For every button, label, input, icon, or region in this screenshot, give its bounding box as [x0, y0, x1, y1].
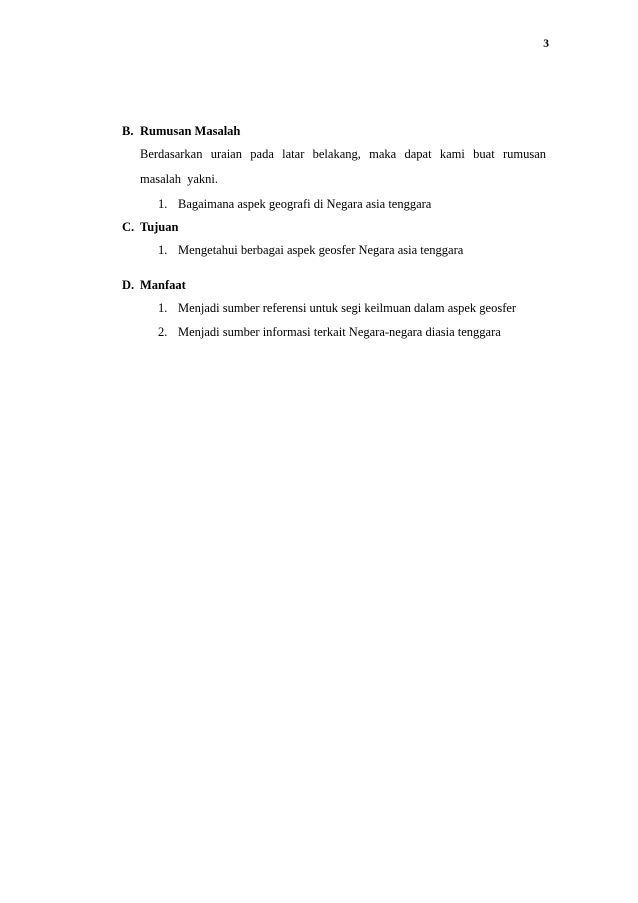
numbered-list: [158, 238, 546, 262]
section-spacer: [122, 262, 546, 274]
numbered-list: [158, 296, 546, 344]
list-item-text: Bagaimana aspek geografi di Negara asia tenggara: [178, 197, 432, 211]
list-item-number: 2.: [158, 325, 168, 339]
section-title: Manfaat: [140, 278, 186, 292]
section-heading: [122, 216, 546, 238]
section-title: Rumusan Masalah: [140, 124, 241, 138]
list-item-text: Mengetahui berbagai aspek geosfer Negara asia tenggara: [178, 243, 464, 257]
list-item: [158, 238, 546, 262]
numbered-list: [158, 192, 546, 216]
list-item: [158, 192, 546, 216]
list-item-text: Menjadi sumber informasi terkait Negara-negara diasia tenggara: [178, 325, 501, 339]
list-item-number: 1.: [158, 243, 168, 257]
section-letter: D.: [122, 278, 135, 292]
list-item-number: 1.: [158, 197, 168, 211]
section-rumusan-masalah: [122, 120, 546, 216]
section-tujuan: [122, 216, 546, 262]
list-item: [158, 320, 546, 344]
section-letter: C.: [122, 220, 135, 234]
section-heading: [122, 120, 546, 142]
section-paragraph: Berdasarkan uraian pada latar belakang, maka dapat kami buat rumusan masalah yakni.: [140, 147, 546, 186]
list-item-text: Menjadi sumber referensi untuk segi keilmuan dalam aspek geosfer: [178, 301, 517, 315]
list-item-number: 1.: [158, 301, 168, 315]
list-item: [158, 296, 546, 320]
page-number: 3: [543, 38, 549, 50]
section-manfaat: [122, 274, 546, 344]
document-body: [122, 120, 546, 344]
section-heading: [122, 274, 546, 296]
section-title: Tujuan: [140, 220, 179, 234]
section-letter: B.: [122, 124, 134, 138]
